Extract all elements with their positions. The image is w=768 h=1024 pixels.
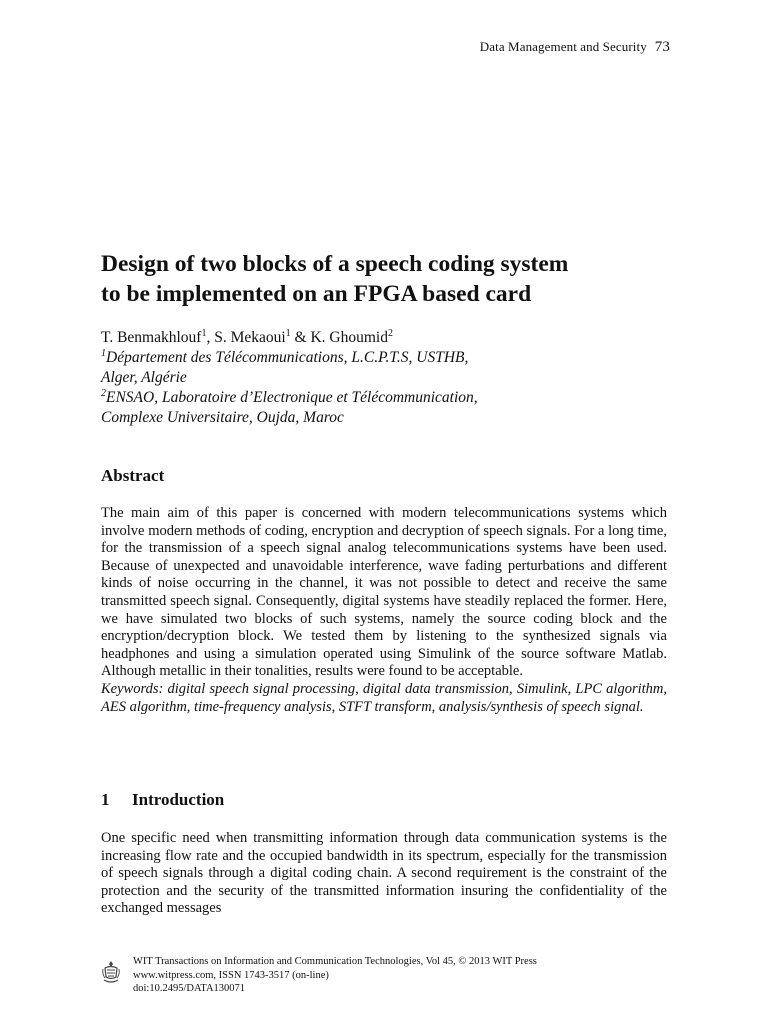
introduction-text: One specific need when transmitting information through data communication systems is the increasing flow rate and the occupied bandwidth in its spectrum, especially for the transmission of speech signals through a digital coding chain. A second requirement is the constraint of the protection and the security of the transmitted information insuring the confidentiality of the exchanged messages <box>101 830 667 917</box>
running-title: Data Management and Security <box>479 39 647 54</box>
affiliation-1 <box>101 348 671 388</box>
affil-line: Complexe Universitaire, Oujda, Maroc <box>101 409 344 426</box>
section-heading-introduction <box>101 790 224 810</box>
footer-issn: www.witpress.com, ISSN 1743-3517 (on-line) <box>133 969 329 981</box>
author-separator: & <box>290 329 311 346</box>
footer-doi: doi:10.2495/DATA130071 <box>133 983 246 994</box>
page-footer <box>101 955 667 996</box>
author-separator: , <box>206 329 215 346</box>
section-title: Introduction <box>132 790 225 809</box>
author-affil-mark: 1 <box>201 327 207 339</box>
page-number: 73 <box>654 39 670 55</box>
affil-line: Département des Télécommunications, L.C.P.T.S, USTHB, <box>106 349 469 366</box>
running-head <box>480 39 670 56</box>
author-name: K. Ghoumid <box>310 329 388 346</box>
keywords: Keywords: digital speech signal processing, digital data transmission, Simulink, LPC algorithm, AES algorithm, time-frequency analysis, STFT transform, analysis/synthesis of speech signal. <box>101 680 667 715</box>
section-number: 1 <box>101 790 110 809</box>
title-line-1: Design of two blocks of a speech coding system <box>101 251 569 277</box>
author-block <box>101 328 671 428</box>
abstract-body <box>101 505 667 716</box>
footer-publication: WIT Transactions on Information and Communication Technologies, Vol 45, © 2013 WIT Press <box>133 956 537 967</box>
affil-mark: 2 <box>101 387 106 399</box>
author-name: T. Benmakhlouf <box>101 329 202 346</box>
affil-line: ENSAO, Laboratoire d’Electronique et Télécommunication, <box>106 389 478 406</box>
author-affil-mark: 1 <box>285 327 291 339</box>
author-list <box>101 328 671 348</box>
author-name: S. Mekaoui <box>214 329 286 346</box>
affil-line: Alger, Algérie <box>101 369 187 386</box>
author-affil-mark: 2 <box>387 327 393 339</box>
title-line-2: to be implemented on an FPGA based card <box>101 281 532 307</box>
paper-title <box>101 249 681 309</box>
abstract-heading: Abstract <box>101 466 165 485</box>
abstract-text: The main aim of this paper is concerned with modern telecommunications systems which involve modern methods of coding, encryption and decryption of speech signals. For a long time, for the transmission of a speech signal analog telecommunications systems have been used. Because of unexpected and unavoidable interference, wave fading perturbations and different kinds of noise occurring in the channel, it was not possible to detect and receive the same transmitted speech signal. Consequently, digital systems have steadily replaced the former. Here, we have simulated two blocks of such systems, namely the source coding block and the encryption/decryption block. We tested them by listening to the synthesized signals via headphones and using a simulation operated using Simulink of the source software Matlab. Although metallic in their tonalities, results were found to be acceptable. <box>101 505 667 680</box>
affil-mark: 1 <box>101 347 106 359</box>
wit-press-logo-icon <box>101 959 121 985</box>
affiliation-2 <box>101 388 671 428</box>
